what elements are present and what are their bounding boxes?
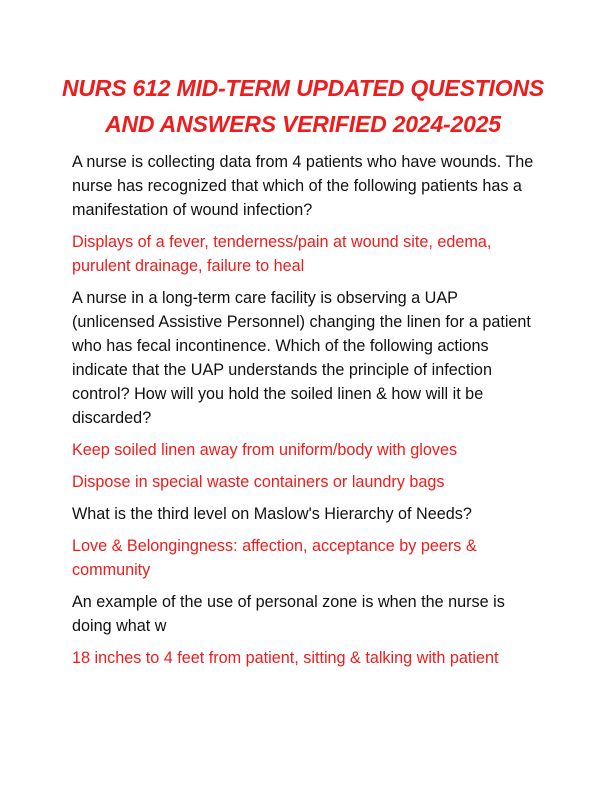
answer-2-part-2: Dispose in special waste containers or laundry bags [72,473,445,491]
answer-1: Displays of a fever, tenderness/pain at wound site, edema, purulent drainage, failure to heal [72,233,492,275]
answer-2-part-1: Keep soiled linen away from uniform/body with gloves [72,441,458,459]
question-3: What is the third level on Maslow's Hierarchy of Needs? [72,505,472,523]
title-line-2: AND ANSWERS VERIFIED 2024-2025 [105,111,501,137]
answer-4: 18 inches to 4 feet from patient, sitting & talking with patient [72,649,499,667]
question-1: A nurse is collecting data from 4 patients who have wounds. The nurse has recognized that which of the following patients has a manifestation of wound infection? [72,153,534,219]
question-4: An example of the use of personal zone is when the nurse is doing what w [72,593,505,635]
qa-content [72,150,542,678]
question-2: A nurse in a long-term care facility is observing a UAP (unlicensed Assistive Personnel) changing the linen for a patient who has fecal incontinence. Which of the following actions indicate that the UAP understands the principle of infection control? How will you hold the soiled linen & how will it be discarded? [72,289,531,427]
page-title [40,70,566,142]
title-line-1: NURS 612 MID-TERM UPDATED QUESTIONS [61,75,544,101]
answer-3: Love & Belongingness: affection, acceptance by peers & community [72,537,477,579]
